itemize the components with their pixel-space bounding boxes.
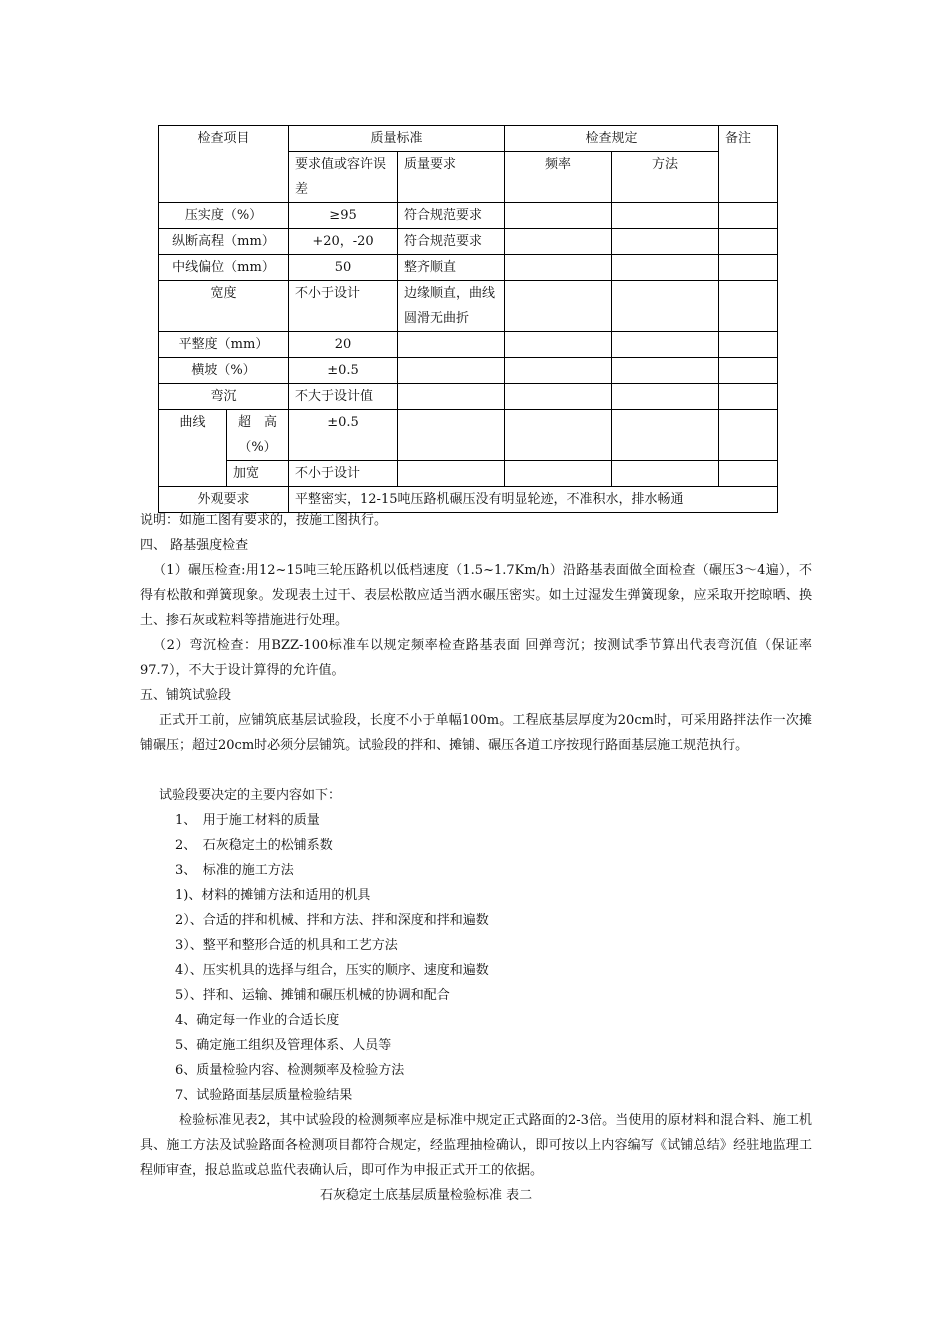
list-item: 3）、整平和整形合适的机具和工艺方法	[175, 938, 398, 953]
row-value: ±0.5	[289, 410, 398, 461]
quality-standard-table	[158, 125, 778, 513]
list-item: 1)、材料的摊铺方法和适用的机具	[175, 888, 371, 903]
list-item: 3、 标准的施工方法	[175, 863, 294, 878]
header-frequency: 频率	[505, 152, 612, 203]
row-value: ±0.5	[289, 358, 398, 384]
row-value: 20	[289, 332, 398, 358]
list-item: 4）、压实机具的选择与组合，压实的顺序、速度和遍数	[175, 963, 489, 978]
row-value: 不小于设计	[289, 461, 398, 487]
table-row	[159, 384, 778, 410]
row-item: 弯沉	[159, 384, 289, 410]
table-note: 说明：如施工图有要求的，按施工图执行。	[140, 513, 388, 528]
header-note: 备注	[719, 126, 778, 203]
list-item: 5、确定施工组织及管理体系、人员等	[175, 1038, 392, 1053]
table-row	[159, 461, 778, 487]
section-5-paragraph-2: 检验标准见表2，其中试验段的检测频率应是标准中规定正式路面的2-3倍。当使用的原材料和混合料、施工机具、施工方法及试验路面各检测项目都符合规定，经监理抽检确认，即可按以上内容编写《试铺总结》经驻地监理工程师审查，报总监或总监代表确认后，即可作为申报正式开工的依据。	[140, 1113, 812, 1178]
table-row	[159, 410, 778, 461]
row-item: 压实度（%）	[159, 203, 289, 229]
row-item: 外观要求	[159, 487, 289, 513]
table-row	[159, 203, 778, 229]
row-requirement: 边缘顺直，曲线圆滑无曲折	[398, 281, 505, 332]
row-requirement: 符合规范要求	[398, 203, 505, 229]
header-check-item: 检查项目	[159, 126, 289, 203]
row-item: 宽度	[159, 281, 289, 332]
section-4-title: 四、 路基强度检查	[140, 538, 249, 553]
content-list	[175, 808, 489, 1108]
list-item: 6、质量检验内容、检测频率及检验方法	[175, 1063, 405, 1078]
table-row	[159, 255, 778, 281]
row-requirement: 整齐顺直	[398, 255, 505, 281]
section-5-paragraph-1: 正式开工前，应铺筑底基层试验段，长度不小于单幅100m。工程底基层厚度为20cm时，可采用路拌法作一次摊铺碾压；超过20cm时必须分层铺筑。试验段的拌和、摊铺、碾压各道工序按现行路面基层施工规范执行。	[140, 713, 812, 753]
list-item: 2）、合适的拌和机械、拌和方法、拌和深度和拌和遍数	[175, 913, 489, 928]
row-subitem: 超 高（%）	[227, 410, 289, 461]
row-value: 50	[289, 255, 398, 281]
list-item: 7、试验路面基层质量检验结果	[175, 1088, 353, 1103]
list-item: 2、 石灰稳定土的松铺系数	[175, 838, 333, 853]
header-check-rule: 检查规定	[505, 126, 719, 152]
row-item: 中线偏位（mm）	[159, 255, 289, 281]
row-item: 横坡（%）	[159, 358, 289, 384]
table-row	[159, 332, 778, 358]
row-subitem: 加宽	[227, 461, 289, 487]
section-4-paragraph-2: （2）弯沉检查：用BZZ-100标准车以规定频率检查路基表面 回弹弯沉；按测试季节算出代表弯沉值（保证率97.7），不大于设计算得的允许值。	[140, 638, 812, 678]
section-5-intro: 试验段要决定的主要内容如下：	[159, 788, 342, 803]
row-value: 不大于设计值	[289, 384, 398, 410]
table-2-caption: 石灰稳定土底基层质量检验标准 表二	[320, 1188, 533, 1203]
table-row	[159, 358, 778, 384]
row-item: 纵断高程（mm）	[159, 229, 289, 255]
header-required-value: 要求值或容许误差	[289, 152, 398, 203]
section-5-title: 五、铺筑试验段	[140, 688, 232, 703]
list-item: 1、 用于施工材料的质量	[175, 813, 320, 828]
header-quality-standard: 质量标准	[289, 126, 505, 152]
list-item: 5）、拌和、运输、摊铺和碾压机械的协调和配合	[175, 988, 450, 1003]
section-4-paragraph-1: （1）碾压检查:用12~15吨三轮压路机以低档速度（1.5~1.7Km/h）沿路基表面做全面检查（碾压3～4遍），不得有松散和弹簧现象。发现表土过干、表层松散应适当洒水碾压密实。如土过湿发生弹簧现象，应采取开挖晾晒、换土、掺石灰或粒料等措施进行处理。	[140, 563, 812, 628]
header-quality-requirement: 质量要求	[398, 152, 505, 203]
row-item: 曲线	[159, 410, 227, 487]
row-value: 不小于设计	[289, 281, 398, 332]
row-value: ≥95	[289, 203, 398, 229]
table-row	[159, 229, 778, 255]
row-value: 平整密实，12-15吨压路机碾压没有明显轮迹，不准积水，排水畅通	[289, 487, 778, 513]
row-item: 平整度（mm）	[159, 332, 289, 358]
list-item: 4、确定每一作业的合适长度	[175, 1013, 340, 1028]
table-row	[159, 281, 778, 332]
row-requirement: 符合规范要求	[398, 229, 505, 255]
row-value: +20，-20	[289, 229, 398, 255]
header-method: 方法	[612, 152, 719, 203]
